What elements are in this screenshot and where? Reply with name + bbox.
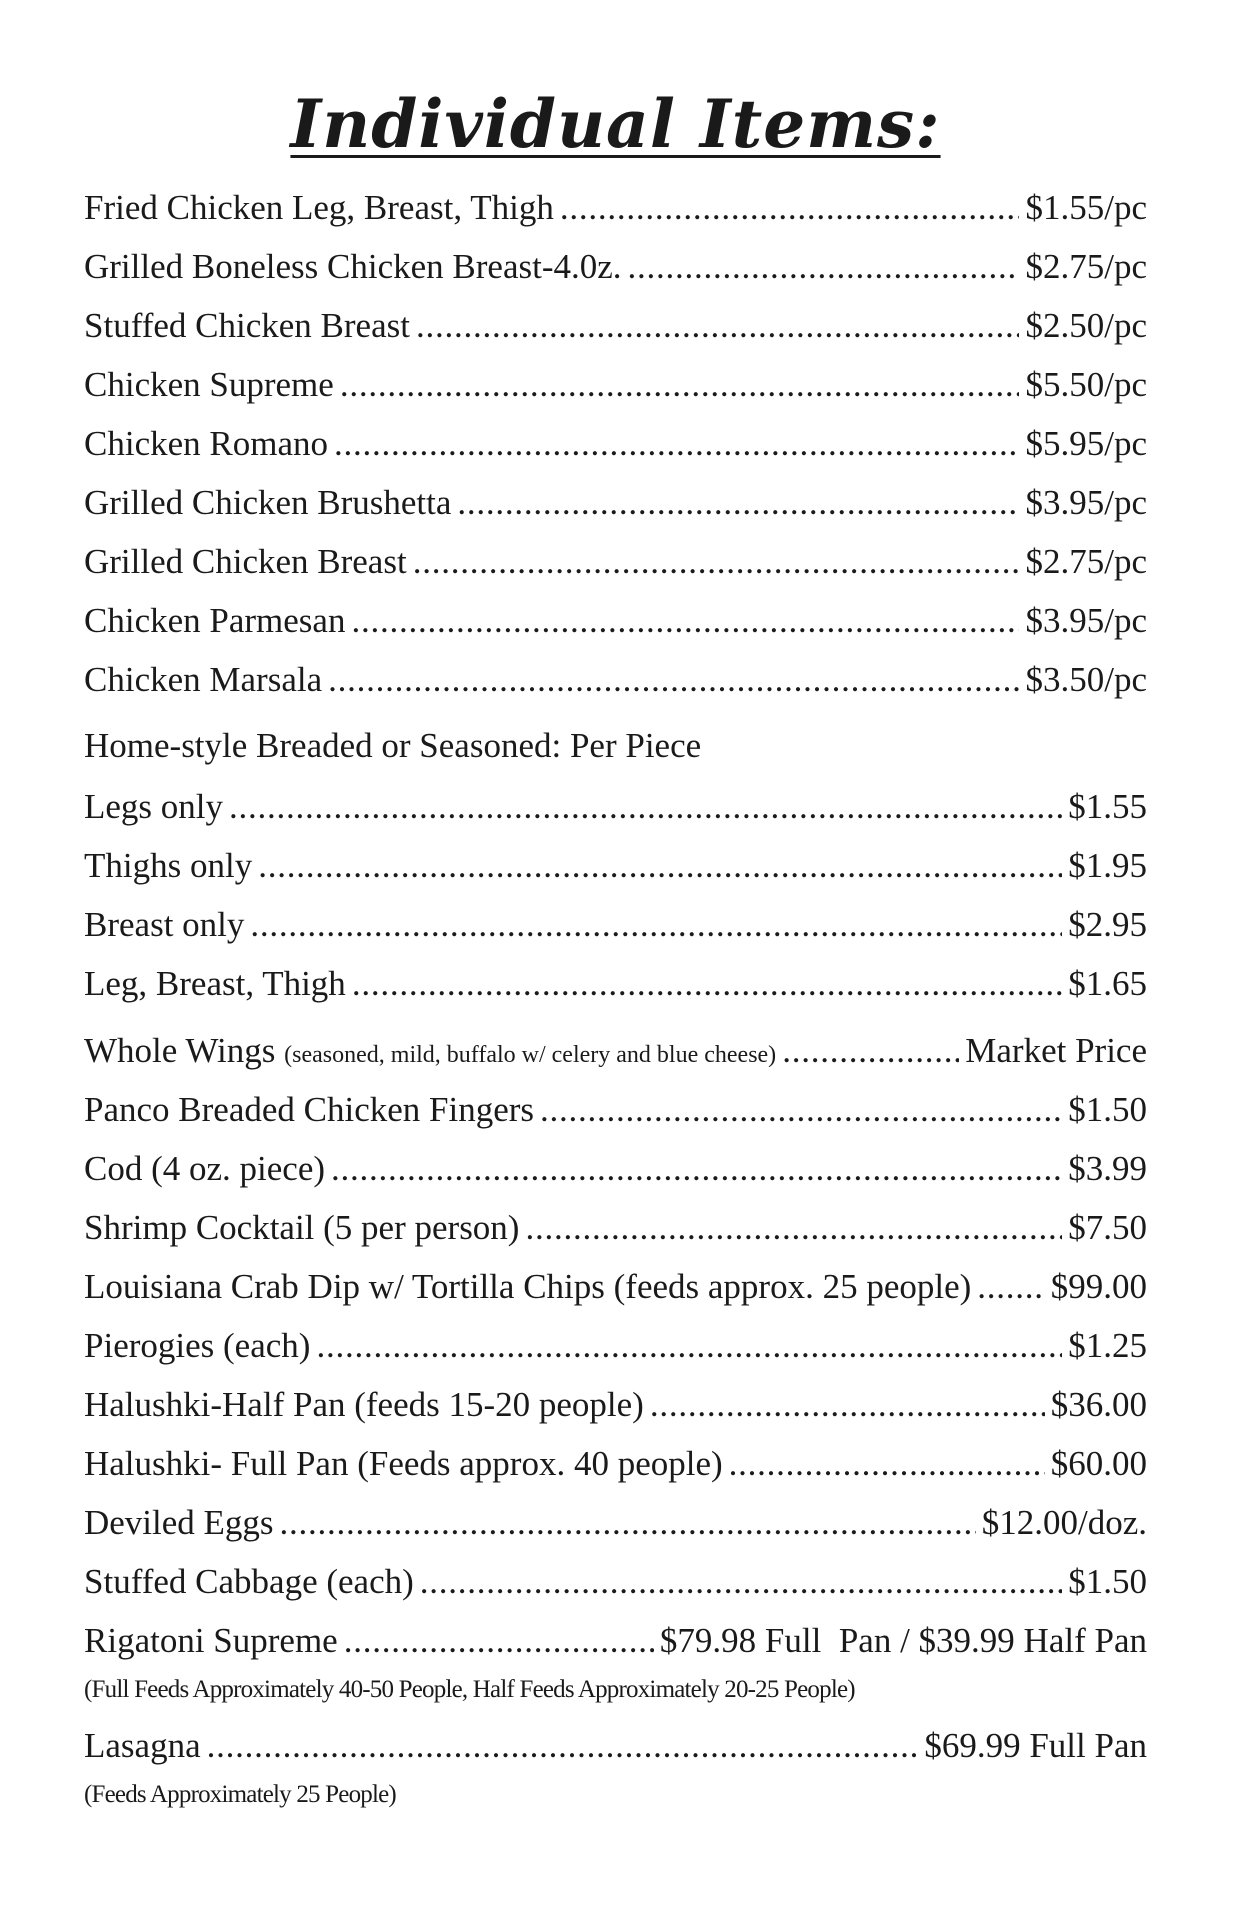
- menu-item-lasagna: [84, 1716, 1147, 1775]
- menu-item: [84, 296, 1147, 355]
- item-name: Legs only: [84, 787, 224, 826]
- menu-page: [84, 84, 1147, 1821]
- item-price: $7.50: [1068, 1208, 1147, 1247]
- page-title: Individual Items:: [290, 85, 941, 163]
- item-name: Grilled Boneless Chicken Breast-4.0z.: [84, 247, 622, 286]
- item-price: $1.55/pc: [1025, 188, 1147, 227]
- leader-dots: [328, 650, 1019, 709]
- leader-dots: [628, 237, 1020, 296]
- menu-item: [84, 1198, 1147, 1257]
- lasagna-note: (Feeds Approximately 25 People): [84, 1781, 396, 1808]
- item-price: $1.50: [1068, 1562, 1147, 1601]
- other-items-list: [84, 1080, 1147, 1611]
- menu-item: [84, 1139, 1147, 1198]
- item-price: $69.99 Full Pan: [924, 1726, 1147, 1765]
- menu-item-rigatoni: [84, 1611, 1147, 1670]
- item-name: Rigatoni Supreme: [84, 1621, 338, 1660]
- leader-dots: [258, 836, 1062, 895]
- item-name: Grilled Chicken Brushetta: [84, 483, 452, 522]
- menu-item: [84, 954, 1147, 1013]
- leader-dots: [416, 296, 1020, 355]
- menu-item: [84, 777, 1147, 836]
- item-price: $1.50: [1068, 1090, 1147, 1129]
- item-name: Halushki-Half Pan (feeds 15-20 people): [84, 1385, 644, 1424]
- menu-item: [84, 591, 1147, 650]
- menu-item: [84, 1375, 1147, 1434]
- item-name: Halushki- Full Pan (Feeds approx. 40 people): [84, 1444, 723, 1483]
- leader-dots: [782, 1021, 959, 1080]
- item-price: $36.00: [1050, 1385, 1147, 1424]
- menu-item-wings: [84, 1021, 1147, 1080]
- homestyle-items-list: [84, 777, 1147, 1013]
- item-name: Cod (4 oz. piece): [84, 1149, 326, 1188]
- item-name: Shrimp Cocktail (5 per person): [84, 1208, 520, 1247]
- leader-dots: [334, 414, 1019, 473]
- item-price: $2.50/pc: [1025, 306, 1147, 345]
- item-price: $3.95/pc: [1025, 601, 1147, 640]
- menu-item: [84, 355, 1147, 414]
- item-price: $2.75/pc: [1025, 542, 1147, 581]
- leader-dots: [340, 355, 1020, 414]
- menu-item: [84, 836, 1147, 895]
- item-price: $12.00/doz.: [981, 1503, 1147, 1542]
- item-price: $79.98 Full Pan / $39.99 Half Pan: [659, 1621, 1147, 1660]
- menu-item: [84, 1552, 1147, 1611]
- item-price: $1.55: [1068, 787, 1147, 826]
- leader-dots: [525, 1198, 1062, 1257]
- item-price: $5.95/pc: [1025, 424, 1147, 463]
- menu-item: [84, 1316, 1147, 1375]
- item-name: Pierogies (each): [84, 1326, 311, 1365]
- item-price: $2.95: [1068, 905, 1147, 944]
- leader-dots: [207, 1716, 919, 1775]
- item-name: Stuffed Cabbage (each): [84, 1562, 414, 1601]
- item-price: $60.00: [1050, 1444, 1147, 1483]
- menu-item: [84, 1493, 1147, 1552]
- item-price: $2.75/pc: [1025, 247, 1147, 286]
- item-price: $3.99: [1068, 1149, 1147, 1188]
- homestyle-heading: Home-style Breaded or Seasoned: Per Piece: [84, 726, 702, 765]
- item-name: Panco Breaded Chicken Fingers: [84, 1090, 535, 1129]
- item-name: Chicken Supreme: [84, 365, 334, 404]
- rigatoni-note: (Full Feeds Approximately 40-50 People, Half Feeds Approximately 20-25 People): [84, 1676, 855, 1703]
- leader-dots: [729, 1434, 1045, 1493]
- menu-item: [84, 532, 1147, 591]
- item-name: Louisiana Crab Dip w/ Tortilla Chips (feeds approx. 25 people): [84, 1267, 972, 1306]
- item-name: Stuffed Chicken Breast: [84, 306, 410, 345]
- item-price: Market Price: [965, 1031, 1147, 1070]
- menu-item: [84, 1080, 1147, 1139]
- leader-dots: [344, 1611, 654, 1670]
- wings-name: Whole Wings: [84, 1031, 276, 1070]
- item-name: [84, 1021, 776, 1085]
- leader-dots: [250, 895, 1062, 954]
- item-name: Thighs only: [84, 846, 253, 885]
- leader-dots: [316, 1316, 1062, 1375]
- leader-dots: [540, 1080, 1062, 1139]
- item-price: $1.25: [1068, 1326, 1147, 1365]
- item-price: $3.50/pc: [1025, 660, 1147, 699]
- item-name: Breast only: [84, 905, 245, 944]
- leader-dots: [650, 1375, 1045, 1434]
- item-price: $1.65: [1068, 964, 1147, 1003]
- item-name: Fried Chicken Leg, Breast, Thigh: [84, 188, 554, 227]
- item-price: $1.95: [1068, 846, 1147, 885]
- leader-dots: [280, 1493, 976, 1552]
- menu-item: [84, 473, 1147, 532]
- item-name: Chicken Romano: [84, 424, 328, 463]
- menu-item: [84, 1257, 1147, 1316]
- menu-item: [84, 1434, 1147, 1493]
- item-price: $5.50/pc: [1025, 365, 1147, 404]
- menu-item: [84, 895, 1147, 954]
- item-name: Deviled Eggs: [84, 1503, 274, 1542]
- item-name: Lasagna: [84, 1726, 201, 1765]
- menu-item: [84, 650, 1147, 709]
- leader-dots: [351, 591, 1019, 650]
- leader-dots: [977, 1257, 1044, 1316]
- item-name: Grilled Chicken Breast: [84, 542, 407, 581]
- item-price: $99.00: [1050, 1267, 1147, 1306]
- leader-dots: [420, 1552, 1062, 1611]
- menu-item: [84, 237, 1147, 296]
- menu-item: [84, 178, 1147, 237]
- menu-item: [84, 414, 1147, 473]
- item-price: $3.95/pc: [1025, 483, 1147, 522]
- leader-dots: [352, 954, 1062, 1013]
- chicken-items-list: [84, 178, 1147, 709]
- leader-dots: [413, 532, 1020, 591]
- wings-detail: (seasoned, mild, buffalo w/ celery and blue cheese): [284, 1042, 777, 1068]
- leader-dots: [331, 1139, 1062, 1198]
- item-name: Chicken Parmesan: [84, 601, 346, 640]
- leader-dots: [457, 473, 1019, 532]
- item-name: Chicken Marsala: [84, 660, 323, 699]
- leader-dots: [229, 777, 1062, 836]
- leader-dots: [560, 178, 1020, 237]
- item-name: Leg, Breast, Thigh: [84, 964, 346, 1003]
